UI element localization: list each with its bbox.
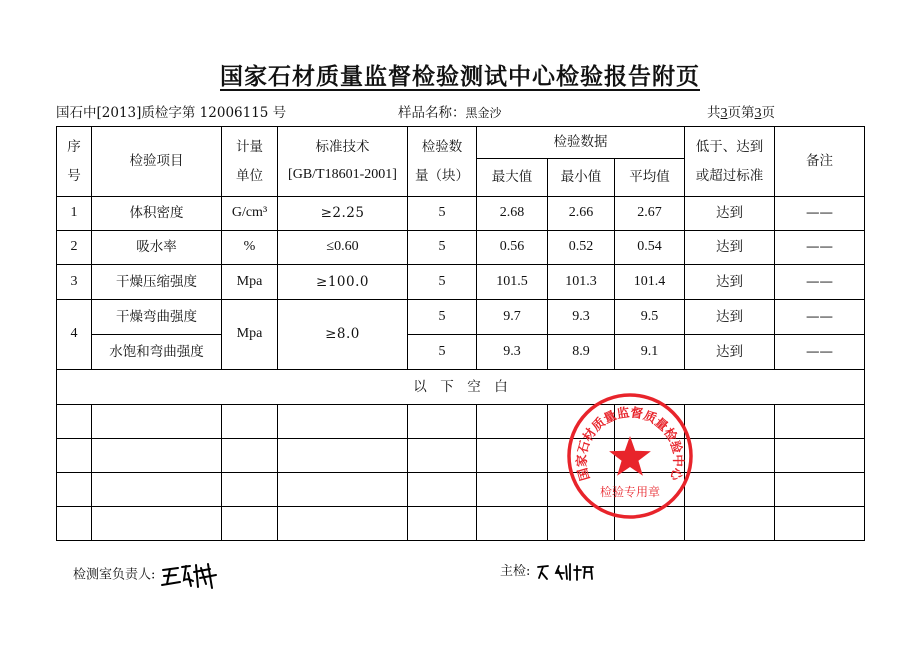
table-row: 水饱和弯曲强度 5 9.3 8.9 9.1 达到 —— bbox=[57, 335, 865, 370]
header-min: 最小值 bbox=[548, 159, 615, 197]
empty-row bbox=[57, 439, 865, 473]
empty-row bbox=[57, 507, 865, 541]
header-standard: 标准技术 [GB/T18601-2001] bbox=[278, 127, 408, 197]
inspector-signature bbox=[535, 562, 597, 582]
header-item: 检验项目 bbox=[92, 127, 222, 197]
header-data: 检验数据 bbox=[477, 127, 685, 159]
blank-note: 以 下 空 白 bbox=[57, 370, 865, 405]
lab-head-signature bbox=[160, 560, 220, 590]
table-row: 2 吸水率 % ≤0.60 5 0.56 0.52 0.54 达到 —— bbox=[57, 231, 865, 265]
table-row: 4 干燥弯曲强度 Mpa ≥8.0 5 9.7 9.3 9.5 达到 —— bbox=[57, 300, 865, 335]
empty-row bbox=[57, 405, 865, 439]
table-row: 3 干燥压缩强度 Mpa ≥100.0 5 101.5 101.3 101.4 达到 —— bbox=[57, 265, 865, 300]
seal-ring-text: 国家石材质量监督质量检验中心 bbox=[573, 404, 687, 483]
sample-name-line bbox=[398, 101, 502, 121]
page-mid: 页第 bbox=[727, 105, 755, 121]
table-row: 1 体积密度 G/cm³ ≥2.25 5 2.68 2.66 2.67 达到 —— bbox=[57, 197, 865, 231]
page-current: 3 bbox=[754, 106, 762, 121]
inspection-table bbox=[56, 126, 865, 541]
lab-head-signature-line bbox=[73, 560, 220, 590]
official-seal bbox=[565, 391, 695, 521]
header-avg: 平均值 bbox=[615, 159, 685, 197]
sample-name-value: 黑金沙 bbox=[465, 106, 502, 120]
header-seq: 序 号 bbox=[57, 127, 92, 197]
inspector-signature-line bbox=[500, 560, 597, 582]
lab-head-label: 检测室负责人: bbox=[73, 567, 156, 583]
report-title: 国家石材质量监督检验测试中心检验报告附页 bbox=[220, 63, 700, 90]
header-unit: 计量 单位 bbox=[222, 127, 278, 197]
blank-note-row bbox=[57, 370, 865, 405]
seal-bottom-text: 检验专用章 bbox=[599, 485, 661, 499]
page-total: 3 bbox=[720, 106, 728, 121]
page-prefix: 共 bbox=[707, 105, 721, 121]
header-count: 检验数 量（块） bbox=[408, 127, 477, 197]
page-suffix: 页 bbox=[761, 105, 775, 121]
header-result: 低于、达到 或超过标准 bbox=[685, 127, 775, 197]
page-indicator bbox=[707, 101, 775, 122]
sample-name-label: 样品名称： bbox=[398, 105, 466, 121]
seal-star-icon bbox=[609, 436, 651, 476]
empty-row bbox=[57, 473, 865, 507]
header-max: 最大值 bbox=[477, 159, 548, 197]
report-number: 国石中[2013]质检字第 12006115 号 bbox=[56, 105, 287, 121]
inspector-label: 主检: bbox=[500, 564, 531, 579]
header-remark: 备注 bbox=[775, 127, 865, 197]
